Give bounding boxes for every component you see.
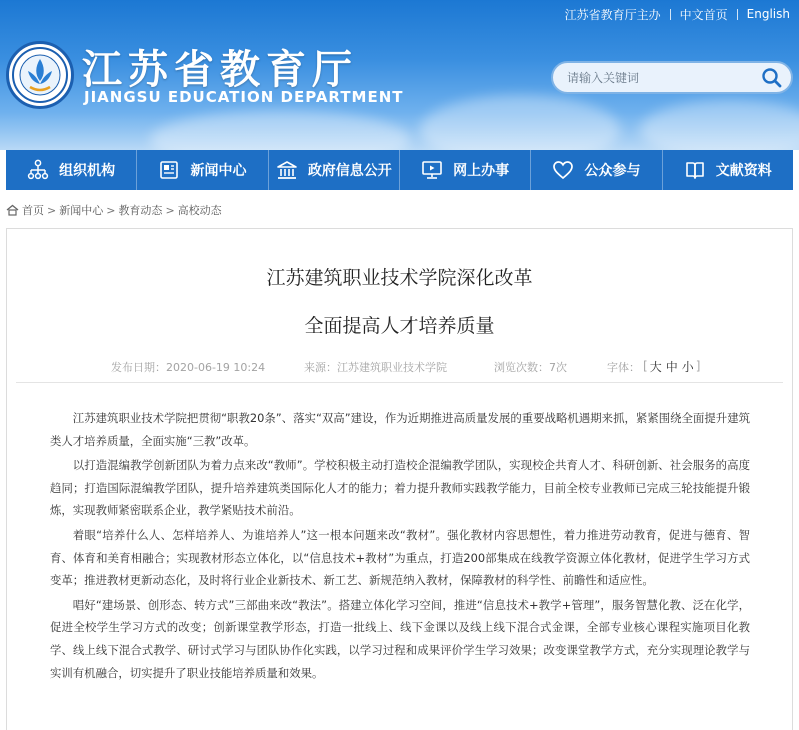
breadcrumb-separator: > xyxy=(106,203,116,217)
cloud-decoration xyxy=(150,110,410,150)
breadcrumb-home[interactable]: 首页 xyxy=(22,204,44,217)
english-link[interactable]: English xyxy=(746,7,790,21)
breadcrumb-separator: > xyxy=(165,203,175,217)
breadcrumb-university-news[interactable]: 高校动态 xyxy=(177,204,222,217)
paragraph: 着眼“培养什么人、怎样培养人、为谁培养人”这一根本问题来改“教材”。强化教材内容思想性，着力推进劳动教育，促进与德育、智育、体育和美育相融合；实现教材形态立体化，以“信息技术+教材”为重点，打造200部集成在线教学资源立体化教材，促进学生学习方式变革；推进教材更新动态化，及时将行业企业新技术、新工艺、新规范纳入教材，保障教材的科学性、前瞻性和适应性。 xyxy=(50,527,750,588)
font-medium-button[interactable]: 中 xyxy=(665,359,678,374)
breadcrumb-news-center[interactable]: 新闻中心 xyxy=(59,204,104,217)
breadcrumb-separator: > xyxy=(47,203,57,217)
site-header xyxy=(0,0,799,150)
nav-label: 组织机构 xyxy=(59,163,116,179)
article-source: 来源：江苏建筑职业技术学院 xyxy=(304,361,447,374)
search-input[interactable] xyxy=(567,66,757,90)
bracket: [ xyxy=(643,359,648,373)
cloud-decoration xyxy=(420,95,620,150)
nav-item-public-participation[interactable] xyxy=(531,150,662,190)
news-icon xyxy=(158,159,180,181)
nav-label: 新闻中心 xyxy=(190,163,247,179)
nav-label: 网上办事 xyxy=(453,163,510,179)
monitor-icon xyxy=(421,159,443,181)
view-count: 浏览次数：7次 xyxy=(494,361,567,374)
nav-item-news[interactable] xyxy=(137,150,268,190)
nav-label: 公众参与 xyxy=(584,163,641,179)
paragraph: 唱好“建场景、创形态、转方式”三部曲来改“教法”。搭建立体化学习空间，推进“信息技术+教学+管理”，服务智慧化教、泛在化学，促进全校学生学习方式的改变；创新课堂教学形态，打造一批线上、线下金课以及线上线下混合式金课，全部专业核心课程实施项目化教学、线上线下混合式教学、研讨式学习与团队协作化实践，以学习过程和成果评价学生学习效果；改变课堂教学方式，充分实现理论教学与实训有机融合，切实提升了职业技能培养质量和效果。 xyxy=(50,597,750,680)
department-emblem-icon[interactable] xyxy=(6,41,74,109)
search-box xyxy=(551,61,793,94)
article-body xyxy=(50,407,750,686)
site-title[interactable]: 江苏省教育厅 xyxy=(82,47,358,93)
nav-item-gov-info[interactable] xyxy=(269,150,400,190)
article-title-line1: 江苏建筑职业技术学院深化改革 xyxy=(266,267,533,289)
article-panel xyxy=(6,228,793,730)
font-large-button[interactable]: 大 xyxy=(649,359,662,374)
nav-item-online-services[interactable] xyxy=(400,150,531,190)
book-icon xyxy=(684,159,706,181)
paragraph: 江苏建筑职业技术学院把贯彻“职教20条”、落实“双高”建设，作为近期推进高质量发展的重要战略机遇期来抓，紧紧围绕全面提升建筑类人才培养质量，全面实施“三教”改革。 xyxy=(50,411,750,448)
breadcrumb-education-news[interactable]: 教育动态 xyxy=(118,204,163,217)
main-nav xyxy=(6,150,793,190)
sponsor-link[interactable]: 江苏省教育厅主办 xyxy=(564,7,661,22)
heart-icon xyxy=(552,159,574,181)
paragraph: 以打造混编教学创新团队为着力点来改“教师”。学校积极主动打造校企混编教学团队，实现校企共育人才、科研创新、社会服务的高度趋同；打造国际混编教学团队，提升培养建筑类国际化人才的能力；着力提升教师实践教学能力，目前全校专业教师已完成三轮技能提升锻炼，实现教师紧密联系企业，教学紧贴技术前沿。 xyxy=(50,458,750,518)
top-links xyxy=(556,0,799,28)
chinese-home-link[interactable]: 中文首页 xyxy=(679,7,728,22)
publish-date: 发布日期：2020-06-19 10:24 xyxy=(111,361,266,374)
bracket: ] xyxy=(695,359,701,373)
search-icon[interactable] xyxy=(761,67,783,89)
meta-divider xyxy=(16,382,783,383)
nav-item-documents[interactable] xyxy=(663,150,793,190)
article-title-line2: 全面提高人才培养质量 xyxy=(304,315,495,337)
breadcrumb xyxy=(6,200,222,220)
font-size-switcher xyxy=(643,357,700,375)
nav-item-organization[interactable] xyxy=(6,150,137,190)
site-subtitle: JIANGSU EDUCATION DEPARTMENT xyxy=(84,88,404,106)
nav-label: 文献资料 xyxy=(715,163,772,179)
font-size-label: 字体： xyxy=(607,361,640,374)
font-small-button[interactable]: 小 xyxy=(681,359,694,374)
government-building-icon xyxy=(276,159,298,181)
cloud-decoration xyxy=(640,100,799,150)
home-icon xyxy=(6,204,19,216)
org-chart-icon xyxy=(27,159,49,181)
nav-label: 政府信息公开 xyxy=(307,163,392,179)
